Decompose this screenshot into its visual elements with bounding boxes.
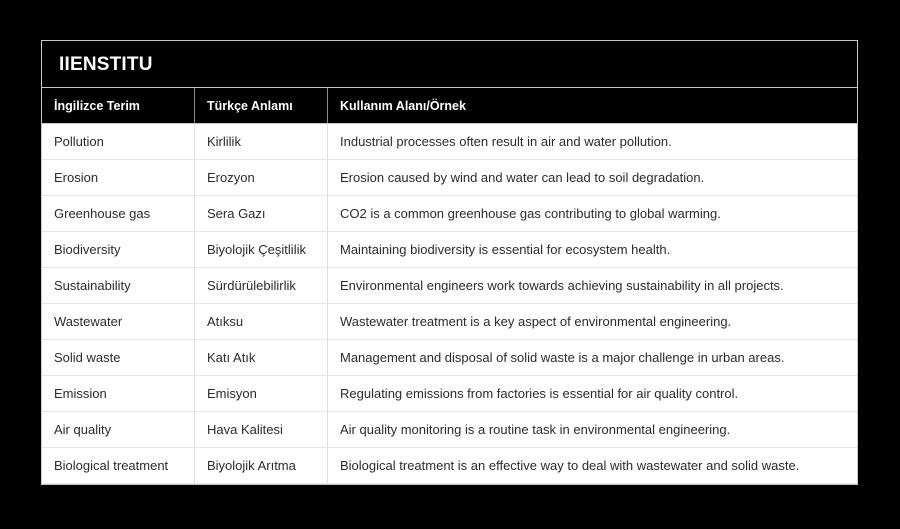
cell-turkish-meaning: Kirlilik (195, 124, 328, 159)
column-header-english-term: İngilizce Terim (42, 88, 195, 123)
cell-english-term: Emission (42, 376, 195, 411)
cell-usage-example: Maintaining biodiversity is essential for ecosystem health. (340, 242, 671, 257)
cell-turkish-meaning: Emisyon (195, 376, 328, 411)
cell-english-term: Greenhouse gas (42, 196, 195, 231)
table-row (42, 196, 857, 232)
cell-turkish-meaning: Biyolojik Arıtma (195, 448, 328, 483)
cell-usage-example: Regulating emissions from factories is essential for air quality control. (340, 386, 739, 401)
brand-title: IIENSTITU (59, 53, 153, 75)
table-row (42, 340, 857, 376)
table-row (42, 160, 857, 196)
cell-turkish-meaning: Atıksu (195, 304, 328, 339)
cell-usage-example: Wastewater treatment is a key aspect of environmental engineering. (340, 314, 732, 329)
table-column-header-row (42, 88, 857, 124)
table-row (42, 376, 857, 412)
table-row (42, 304, 857, 340)
cell-usage-example: CO2 is a common greenhouse gas contributing to global warming. (340, 206, 721, 221)
cell-english-term: Sustainability (42, 268, 195, 303)
cell-turkish-meaning: Hava Kalitesi (195, 412, 328, 447)
cell-usage-example: Industrial processes often result in air and water pollution. (340, 134, 672, 149)
cell-english-term: Biodiversity (42, 232, 195, 267)
table-row (42, 448, 857, 484)
table-row (42, 124, 857, 160)
cell-turkish-meaning: Biyolojik Çeşitlilik (195, 232, 328, 267)
cell-english-term: Solid waste (42, 340, 195, 375)
table-row (42, 412, 857, 448)
cell-usage-example: Air quality monitoring is a routine task in environmental engineering. (340, 422, 731, 437)
cell-turkish-meaning: Katı Atık (195, 340, 328, 375)
cell-english-term: Erosion (42, 160, 195, 195)
cell-turkish-meaning: Erozyon (195, 160, 328, 195)
vocabulary-table-card (41, 40, 858, 485)
cell-english-term: Pollution (42, 124, 195, 159)
table-title-band (42, 41, 857, 88)
cell-turkish-meaning: Sera Gazı (195, 196, 328, 231)
cell-usage-example: Erosion caused by wind and water can lead to soil degradation. (340, 170, 705, 185)
cell-usage-example: Environmental engineers work towards achieving sustainability in all projects. (340, 278, 784, 293)
cell-english-term: Wastewater (42, 304, 195, 339)
table-row (42, 268, 857, 304)
column-header-usage-example: Kullanım Alanı/Örnek (340, 98, 466, 113)
column-header-turkish-meaning: Türkçe Anlamı (195, 88, 328, 123)
cell-turkish-meaning: Sürdürülebilirlik (195, 268, 328, 303)
cell-usage-example: Management and disposal of solid waste is a major challenge in urban areas. (340, 350, 785, 365)
cell-english-term: Biological treatment (42, 448, 195, 483)
table-row (42, 232, 857, 268)
cell-usage-example: Biological treatment is an effective way to deal with wastewater and solid waste. (340, 458, 800, 473)
table-body (42, 124, 857, 484)
cell-english-term: Air quality (42, 412, 195, 447)
